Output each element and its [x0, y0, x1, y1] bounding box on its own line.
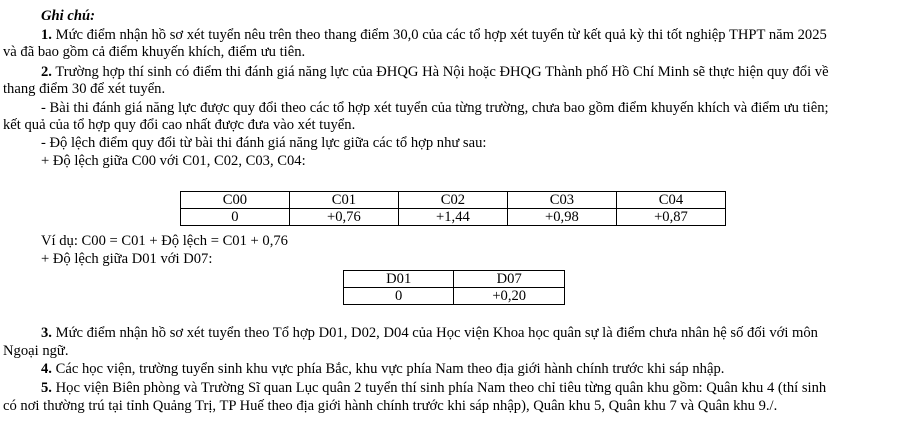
note-5-line-1 [41, 380, 826, 397]
deviation-table-c00 [180, 191, 726, 226]
table-cell: 0 [344, 288, 454, 305]
note-4-line-1 [41, 361, 724, 378]
note-2-bullet-2: - Độ lệch điểm quy đổi từ bài thi đánh giá năng lực giữa các tổ hợp như sau: [41, 135, 487, 151]
table-cell: +0,87 [616, 209, 725, 226]
note-2-bullet-1-line-2: kết quả của tổ hợp quy đổi cao nhất được đưa vào xét tuyển. [3, 117, 356, 133]
note-3-line-2: Ngoại ngữ. [3, 343, 69, 359]
table-header-cell: C01 [289, 192, 398, 209]
notes-title: Ghi chú: [41, 8, 95, 24]
table-header-cell: C02 [398, 192, 507, 209]
note-2-bullet-1-line-1: - Bài thi đánh giá năng lực được quy đổi theo các tổ hợp xét tuyển của từng trường, chưa bao gồm điểm khuyến khích và điểm ưu tiên; [41, 100, 829, 116]
table-header-row [181, 192, 726, 209]
table-cell: +0,98 [507, 209, 616, 226]
note-5-number: 5. [41, 380, 52, 396]
note-5-line-2: có nơi thường trú tại tỉnh Quảng Trị, TP Huế theo địa giới hành chính trước khi sáp nhập), Quân khu 5, Quân khu 7 và Quân khu 9./. [3, 398, 778, 414]
note-4-number: 4. [41, 361, 52, 377]
table-row [344, 288, 565, 305]
note-5-text: Học viện Biên phòng và Trường Sĩ quan Lục quân 2 tuyển thí sinh phía Nam theo chỉ tiêu từng quân khu gồm: Quân khu 4 (thí sinh [51, 380, 827, 396]
note-2-subitem-d01: + Độ lệch giữa D01 với D07: [41, 251, 213, 267]
note-3-text: Mức điểm nhận hồ sơ xét tuyển theo Tổ hợp D01, D02, D04 của Học viện Khoa học quân sự là điểm chưa nhân hệ số đối với môn [51, 325, 818, 341]
table-header-row [344, 271, 565, 288]
example-formula: Ví dụ: C00 = C01 + Độ lệch = C01 + 0,76 [41, 233, 288, 249]
table-header-cell: C04 [616, 192, 725, 209]
table-row [181, 209, 726, 226]
table-header-cell: C03 [507, 192, 616, 209]
note-2-line-1 [41, 64, 829, 81]
note-4-text: Các học viện, trường tuyển sinh khu vực phía Bắc, khu vực phía Nam theo địa giới hành chính trước khi sáp nhập. [51, 361, 725, 377]
table-header-cell: C00 [181, 192, 290, 209]
table-cell: +0,76 [289, 209, 398, 226]
table-cell: +1,44 [398, 209, 507, 226]
note-1-line-1 [41, 27, 827, 44]
table-cell: +0,20 [454, 288, 565, 305]
note-2-subitem-c00: + Độ lệch giữa C00 với C01, C02, C03, C04: [41, 153, 306, 169]
note-3-line-1 [41, 325, 818, 342]
table-cell: 0 [181, 209, 290, 226]
note-3-number: 3. [41, 325, 52, 341]
note-1-line-2: và đã bao gồm cả điểm khuyến khích, điểm ưu tiên. [3, 44, 306, 60]
note-1-number: 1. [41, 27, 52, 43]
table-header-cell: D07 [454, 271, 565, 288]
note-2-text: Trường hợp thí sinh có điểm thi đánh giá năng lực của ĐHQG Hà Nội hoặc ĐHQG Thành phố Hồ Chí Minh sẽ thực hiện quy đổi về [51, 64, 829, 80]
note-1-text: Mức điểm nhận hồ sơ xét tuyển nêu trên theo thang điểm 30,0 của các tổ hợp xét tuyển từ kết quả kỳ thi tốt nghiệp THPT năm 2025 [51, 27, 827, 43]
table-header-cell: D01 [344, 271, 454, 288]
deviation-table-d01 [343, 270, 565, 305]
note-2-number: 2. [41, 64, 52, 80]
note-2-line-2: thang điểm 30 để xét tuyển. [3, 81, 166, 97]
